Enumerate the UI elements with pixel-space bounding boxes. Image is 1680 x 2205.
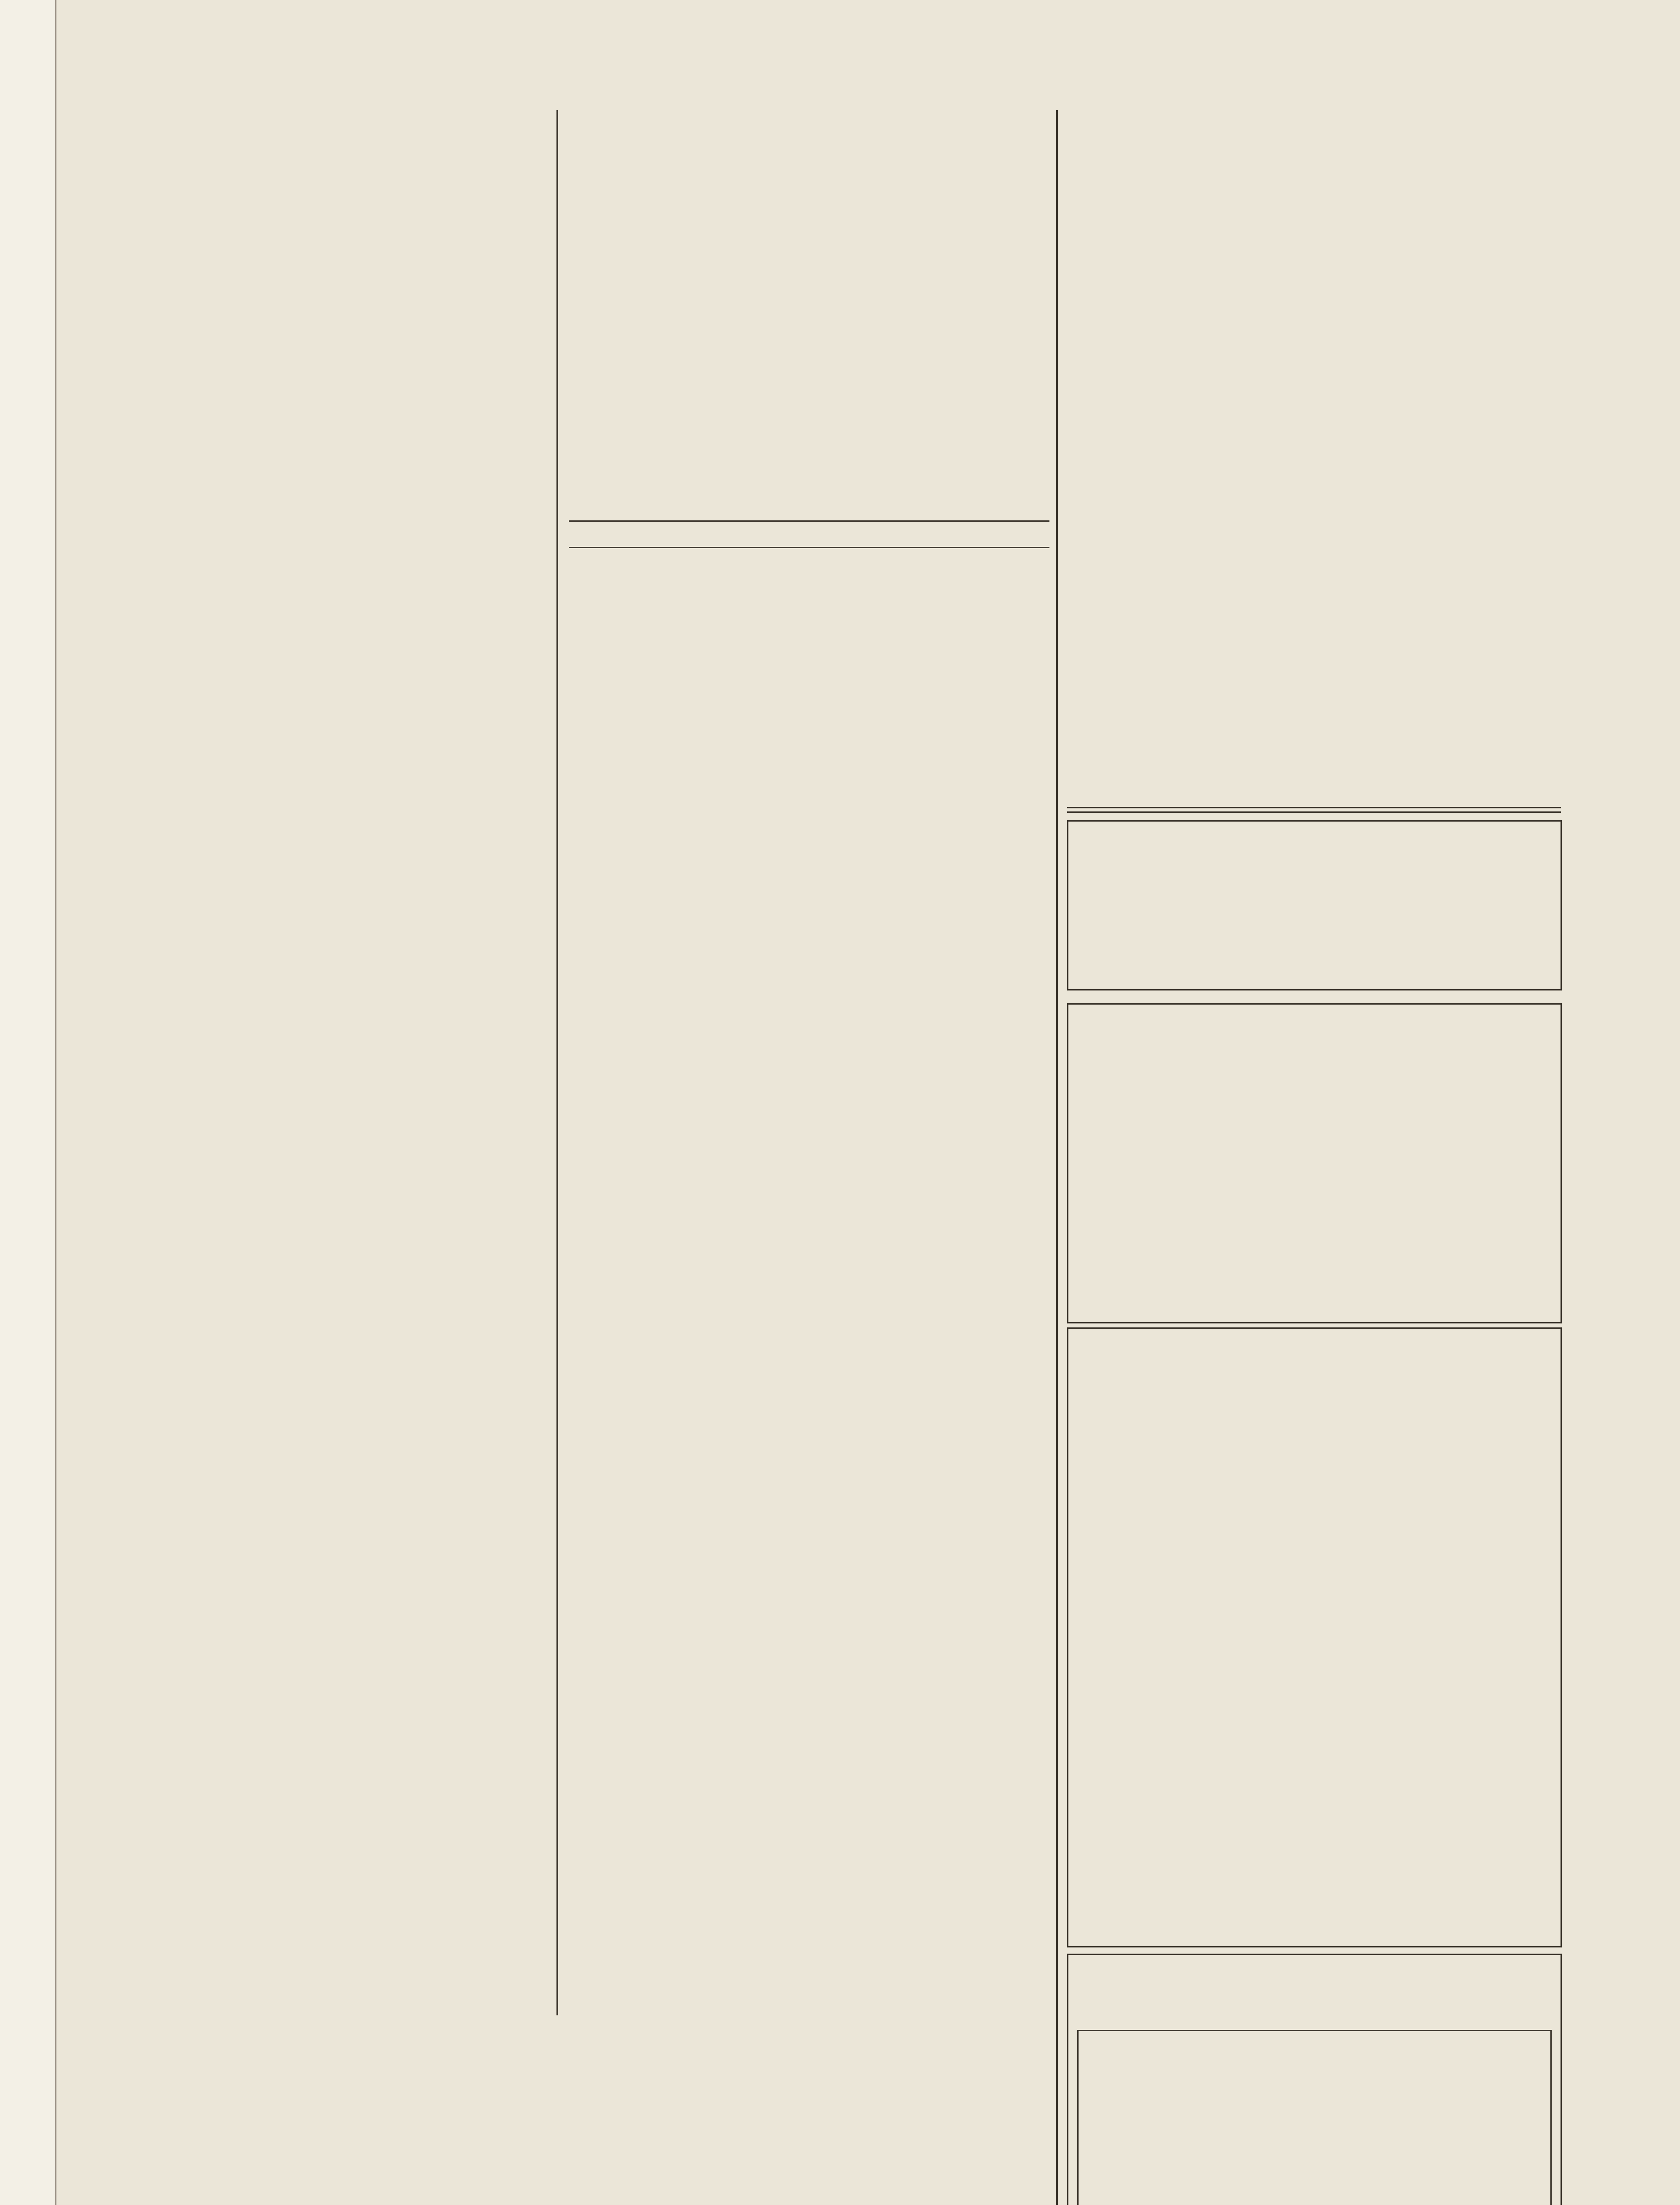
- meteorological-box: [1067, 1954, 1562, 2205]
- notice-box: [1067, 820, 1562, 990]
- column-rule-2: [1056, 110, 1058, 2205]
- shipping-news-box: [1067, 1003, 1562, 1323]
- col3-rule-a: [1067, 807, 1561, 808]
- col3-rule-b: [1067, 811, 1561, 813]
- column-rule-1: [556, 110, 558, 2015]
- meteorological-table: [1077, 2030, 1552, 2205]
- column-1: [77, 110, 545, 2015]
- financial-table: [1067, 1327, 1562, 1947]
- column-3: [1067, 110, 1561, 2205]
- left-page-edge: [0, 0, 56, 2205]
- col2-section-rule-2: [569, 547, 1049, 548]
- column-2: [569, 110, 1049, 2205]
- col2-section-rule: [569, 520, 1049, 522]
